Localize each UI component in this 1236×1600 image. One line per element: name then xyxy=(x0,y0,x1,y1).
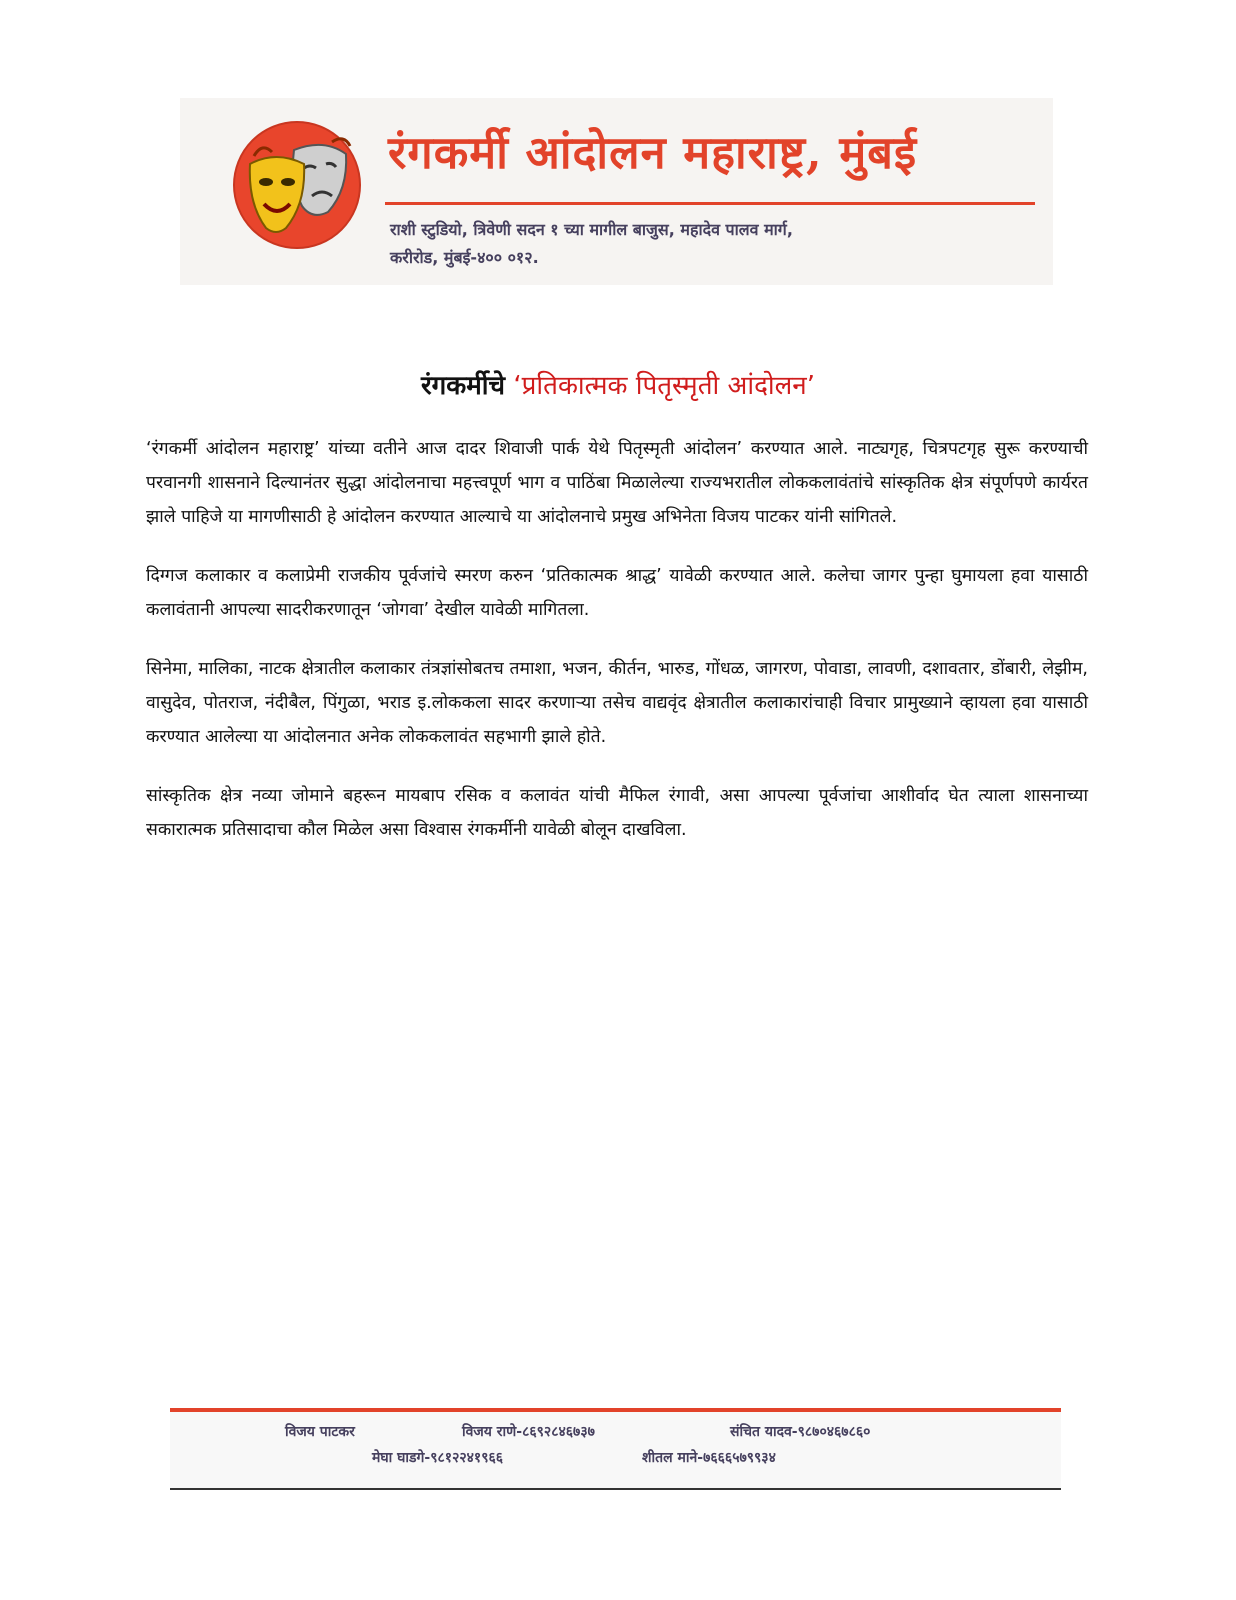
paragraph-2: दिग्गज कलाकार व कलाप्रेमी राजकीय पूर्वजांचे स्मरण करुन ‘प्रतिकात्मक श्राद्ध’ यावेळी करण्यात आले. कलेचा जागर पुन्हा घुमायला हवा यासाठी कलावंतानी आपल्या सादरीकरणातून ‘जोगवा’ देखील यावेळी मागितला. xyxy=(146,566,1088,620)
contact-3: संचित यादव-९८७०४६७८६० xyxy=(730,1424,871,1440)
document-title xyxy=(0,366,1236,402)
letterhead xyxy=(180,98,1053,285)
address-line-1: राशी स्टुडियो, त्रिवेणी सदन १ च्या मागील बाजुस, महादेव पालव मार्ग, xyxy=(390,220,793,239)
document-body xyxy=(146,432,1088,872)
contact-footer xyxy=(170,1408,1061,1490)
paragraph-3: सिनेमा, मालिका, नाटक क्षेत्रातील कलाकार तंत्रज्ञांसोबतच तमाशा, भजन, कीर्तन, भारुड, गोंधळ, जागरण, पोवाडा, लावणी, दशावतार, डोंबारी, लेझीम, वासुदेव, पोतराज, नंदीबैल, पिंगुळा, भराड इ.लोककला सादर करणाऱ्या तसेच वाद्यवृंद क्षेत्रातील कलाकारांचाही विचार प्रामुख्याने व्हायला हवा यासाठी करण्यात आलेल्या या आंदोलनात अनेक लोककलावंत सहभागी झाले होते. xyxy=(146,659,1088,747)
organization-address xyxy=(390,216,1030,272)
theatre-masks-icon xyxy=(232,120,362,250)
title-highlight: ‘प्रतिकात्मक पितृस्मृती आंदोलन’ xyxy=(513,371,815,401)
footer-top-rule xyxy=(170,1408,1061,1412)
address-line-2: करीरोड, मुंबई-४०० ०१२. xyxy=(390,248,539,267)
footer-bottom-rule xyxy=(170,1488,1061,1490)
contact-5: शीतल माने-७६६६५७९९३४ xyxy=(642,1450,776,1466)
organization-name: रंगकर्मी आंदोलन महाराष्ट्र, मुंबई xyxy=(388,126,918,179)
contact-1: विजय पाटकर xyxy=(285,1424,355,1440)
paragraph-4: सांस्कृतिक क्षेत्र नव्या जोमाने बहरून मायबाप रसिक व कलावंत यांची मैफिल रंगावी, असा आपल्या पूर्वजांचा आशीर्वाद घेत त्याला शासनाच्या सकारात्मक प्रतिसादाचा कौल मिळेल असा विश्वास रंगकर्मीनी यावेळी बोलून दाखविला. xyxy=(146,786,1088,840)
paragraph-1: ‘रंगकर्मी आंदोलन महाराष्ट्र’ यांच्या वतीने आज दादर शिवाजी पार्क येथे पितृस्मृती आंदोलन’ करण्यात आले. नाट्यगृह, चित्रपटगृह सुरू करण्याची परवानगी शासनाने दिल्यानंतर सुद्धा आंदोलनाचा महत्त्वपूर्ण भाग व पाठिंबा मिळालेल्या राज्यभरातील लोककलावंतांचे सांस्कृतिक क्षेत्र संपूर्णपणे कार्यरत झाले पाहिजे या मागणीसाठी हे आंदोलन करण्यात आल्याचे या आंदोलनाचे प्रमुख अभिनेता विजय पाटकर यांनी सांगितले. xyxy=(146,439,1088,527)
contact-2: विजय राणे-८६९२८४६७३७ xyxy=(462,1424,595,1440)
title-prefix: रंगकर्मीचे xyxy=(421,371,506,401)
contact-4: मेघा घाडगे-९८१२२४१९६६ xyxy=(372,1450,504,1466)
letterhead-divider xyxy=(385,202,1035,205)
